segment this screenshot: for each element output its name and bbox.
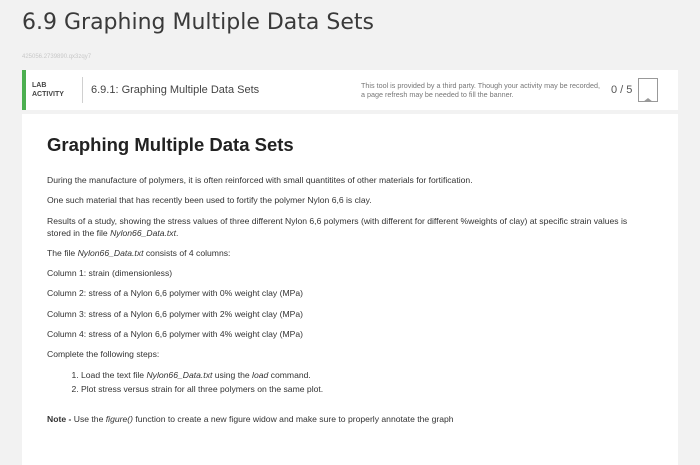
content-heading: Graphing Multiple Data Sets [47, 134, 294, 155]
lab-label-line1: LAB [32, 82, 47, 89]
completion-badge-icon [638, 78, 658, 102]
note-prefix: Use the [71, 413, 106, 424]
activity-name: 6.9.1: Graphing Multiple Data Sets [91, 84, 260, 96]
third-party-disclaimer: This tool is provided by a third party. Though your activity may be recorded, a page refresh may be needed to fill the banner. [361, 80, 601, 99]
clay-paragraph: One such material that has recently been used to fortify the polymer Nylon 6,6 is clay. [47, 195, 372, 206]
column-2-description: Column 2: stress of a Nylon 6,6 polymer with 0% weight clay (MPa) [47, 288, 303, 299]
figure-function: figure() [105, 413, 133, 424]
column-4-description: Column 4: stress of a Nylon 6,6 polymer with 4% weight clay (MPa) [47, 329, 303, 340]
banner-divider [82, 77, 83, 103]
activity-content [22, 114, 678, 465]
column-1-description: Column 1: strain (dimensionless) [47, 268, 173, 279]
data-filename: Nylon66_Data.txt [77, 247, 144, 258]
steps-list [81, 369, 653, 395]
lab-activity-label [32, 81, 80, 99]
intro-paragraph: During the manufacture of polymers, it is often reinforced with small quantitites of other materials for fortification. [47, 175, 473, 185]
step-1-prefix: Load the text file [81, 369, 147, 380]
step-1-middle: using the [212, 369, 253, 380]
score-display: 0 / 5 [611, 84, 633, 96]
column-3-description: Column 3: stress of a Nylon 6,6 polymer with 2% weight clay (MPa) [47, 308, 303, 319]
tracking-id: 425056.2739890.qx3zqy7 [22, 54, 92, 60]
load-command: load [252, 369, 269, 380]
results-end: . [175, 227, 179, 238]
page-title: 6.9 Graphing Multiple Data Sets [22, 10, 374, 35]
step-2: 2. Plot stress versus strain for all three polymers on the same plot. [81, 383, 653, 395]
steps-intro: Complete the following steps: [47, 349, 160, 360]
file-columns-paragraph [47, 247, 653, 259]
data-filename: Nylon66_Data.txt [146, 369, 213, 380]
results-text: Results of a study, showing the stress values of three different Nylon 6,6 polymers (with different for different %weights of clay) at specific strain values is stored in the file [47, 215, 628, 238]
file-columns-prefix: The file [47, 247, 78, 258]
note-suffix: function to create a new figure widow and make sure to properly annotate the graph [133, 413, 454, 424]
step-1-suffix: command. [268, 369, 311, 380]
lab-activity-banner [22, 70, 678, 110]
step-1 [81, 369, 653, 381]
data-filename: Nylon66_Data.txt [110, 227, 176, 238]
note-paragraph [47, 413, 653, 425]
lab-label-line2: ACTIVITY [32, 91, 64, 98]
results-paragraph [47, 215, 653, 239]
note-label: Note - [47, 413, 72, 424]
file-columns-suffix: consists of 4 columns: [143, 247, 231, 258]
